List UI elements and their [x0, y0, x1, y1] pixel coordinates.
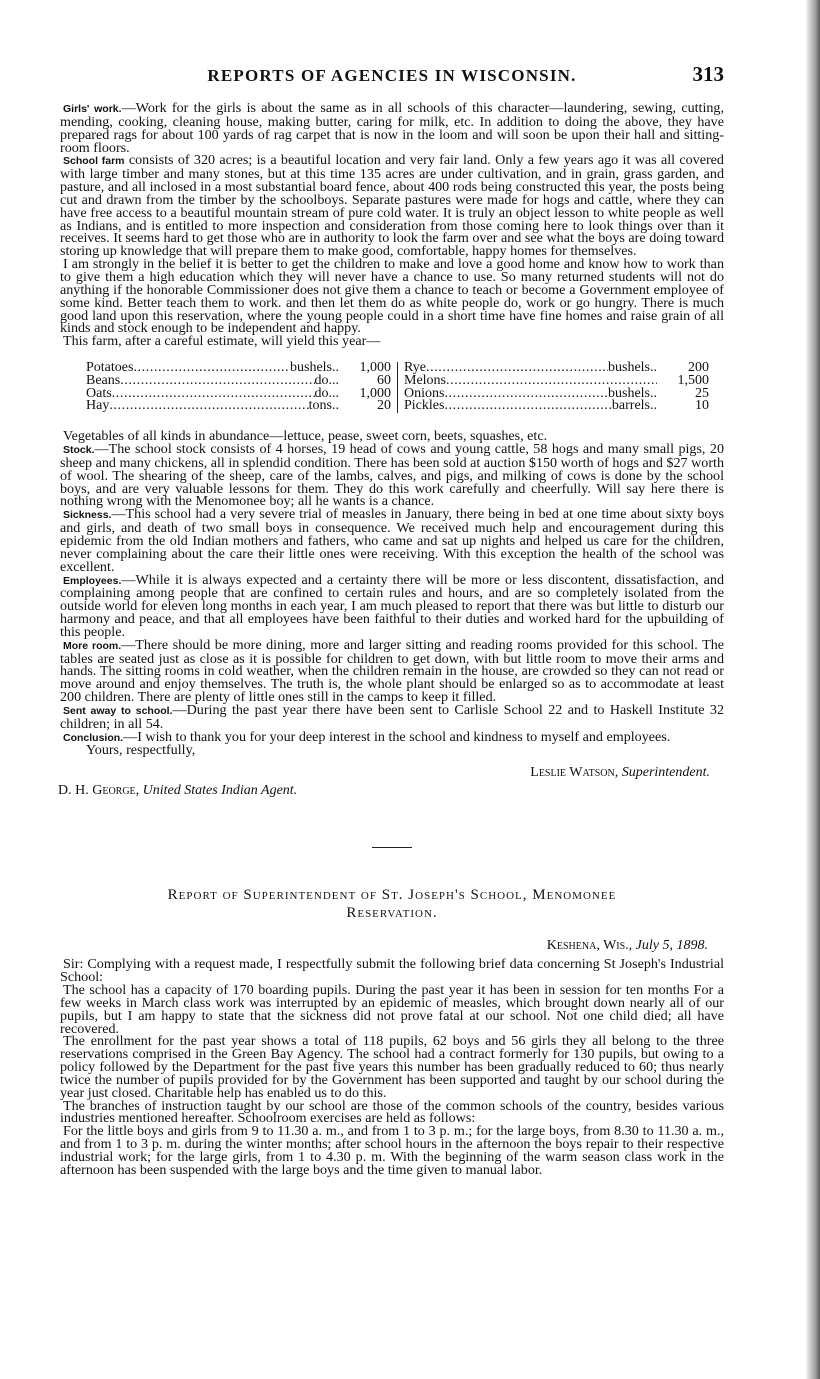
- crop-item: Hay: [86, 398, 110, 414]
- paragraph-vegetables: Vegetables of all kinds in abundance—lettuce, pease, sweet corn, beets, squashes, etc.: [63, 428, 548, 445]
- report-title-line-1: Report of Superintendent of St. Joseph's School, Menomonee: [167, 887, 617, 904]
- crop-amount: 25: [695, 385, 709, 401]
- crop-amount: 200: [688, 360, 709, 376]
- crop-item: Melons: [404, 372, 446, 388]
- paragraph-school-farm: [60, 154, 724, 258]
- crop-unit: do...: [314, 372, 339, 388]
- paragraph-farm-intro: This farm, after a careful estimate, will yield this year—: [63, 333, 381, 350]
- run-in-heading: More room.: [63, 639, 122, 652]
- crop-row: [86, 372, 391, 388]
- leader-dots: [444, 388, 608, 401]
- leader-dots: [109, 400, 308, 413]
- paragraph-text: —Work for the girls is about the same as in all schools of this character—laundering, sewing, cutting, mending, cooking, cleaning house, making butter, caring for milk, etc. In addition to doing the above, they have prepared rags for about 100 yards of rag carpet that is now in the loom and will soon be upon their hall and sitting-room floors.: [60, 100, 724, 156]
- crop-item: Oats: [86, 385, 112, 401]
- crop-unit: barrels..: [611, 398, 657, 414]
- paragraph-salutation: Sir: Complying with a request made, I respectfully submit the following brief data concerning St Joseph's Industrial School:: [60, 956, 724, 986]
- closing-salutation: Yours, respectfully,: [86, 742, 196, 759]
- run-in-heading: Girls' work.: [63, 103, 122, 115]
- paragraph-girls-work: [60, 102, 724, 154]
- crop-amount: 10: [695, 398, 709, 414]
- section-divider: [372, 847, 412, 848]
- addressee-name: D. H. George: [58, 783, 136, 799]
- crop-column-left: [86, 362, 398, 413]
- running-header: [60, 62, 724, 92]
- crop-amount: 1,500: [677, 372, 709, 388]
- run-in-heading: Sickness.: [63, 509, 112, 522]
- addressee-line: [60, 783, 724, 801]
- crop-row: [86, 400, 391, 413]
- paragraph-enrollment: The enrollment for the past year shows a total of 118 pupils, 62 boys and 56 girls they all belong to the three reservations comprised in the Green Bay Agency. The school had a contract formerly for 130 pupils, but owing to a policy followed by the Department for the past five years this number has been gradually reduced to 60; thus nearly twice the number of pupils provided for by the Government has been supported and taught by our school during the year just closed. Charitable help has enabled us to do this.: [60, 1033, 724, 1101]
- run-in-heading: Stock.: [63, 444, 95, 457]
- leader-dots: [120, 375, 314, 388]
- paragraph-text: —The school stock consists of 4 horses, 19 head of cows and young cattle, 58 hogs and many small pigs, 20 sheep and many chickens, all in splendid condition. There has been sold at auction $150 worth of hogs and $27 worth of wool. The shearing of the sheep, care of the lambs, calves, and pigs, and milking of cows is done by the school boys, and are very valuable lessons for them. They do this work carefully and cheerfully. Will say here there is nothing wrong with the Menomonee boy; all he wants is a chance.: [60, 441, 724, 510]
- paragraph-text: —I wish to thank you for your deep interest in the school and kindness to myself and employees.: [123, 728, 671, 745]
- signer: [530, 765, 710, 781]
- report-title: [60, 886, 724, 922]
- run-in-heading: School farm: [63, 155, 125, 168]
- crop-row: [404, 400, 709, 413]
- run-in-heading: Employees.: [63, 574, 122, 587]
- paragraph-employees: [60, 571, 724, 640]
- crop-amount: 20: [377, 398, 391, 414]
- paragraph-stock: [60, 443, 724, 508]
- paragraph-belief: I am strongly in the belief it is better to get the children to make and love a good home and know how to work than to give them a high education which they will never have a chance to use. So many returned students will not do anything if the honorable Commissioner does not give them a chance to teach or become a Government employee of some kind. Better teach them to work. and then let them do as white people do, work or go hungry. There is much good land upon this reservation, where the young people could in a short time have fine homes and raise grain of all kinds and stock enough to be independent and happy.: [60, 256, 724, 337]
- crop-unit: tons..: [308, 398, 339, 414]
- run-in-heading: Sent away to school.: [63, 704, 173, 717]
- paragraph-instruction: The branches of instruction taught by our school are those of the common schools of the country, besides various industries mentioned hereafter. Schoolroom exercises are held as follows:: [60, 1097, 724, 1127]
- document-page: [60, 62, 724, 1177]
- crop-amount: 1,000: [359, 360, 391, 376]
- crop-item: Potatoes: [86, 360, 134, 376]
- paragraph-text: —During the past year there have been sent to Carlisle School 22 and to Haskell Institute 32 children; in all 54.: [60, 701, 724, 732]
- leader-dots: [444, 400, 611, 413]
- crop-item: Beans: [86, 372, 121, 388]
- signer-title: , Superintendent.: [614, 765, 710, 781]
- dateline-place: Keshena, Wis.,: [546, 938, 636, 954]
- dateline: [60, 938, 708, 954]
- page-number: 313: [692, 62, 724, 86]
- report-one: [60, 102, 724, 801]
- paragraph-sent-away: [60, 701, 724, 732]
- addressee: [58, 783, 297, 799]
- crop-item: Rye: [404, 360, 426, 376]
- crop-row: [86, 385, 391, 401]
- crop-yield-table: [86, 362, 712, 413]
- crop-row: [404, 362, 709, 375]
- run-in-heading: Conclusion.: [63, 731, 124, 744]
- paragraph-text: consists of 320 acres; is a beautiful location and very fair land. Only a few years ago it was all covered with large timber and many stones, but at this time 135 acres are under cultivation, and in grain, grass garden, and pasture, and all inclosed in a most substantial board fence, about 400 rods being constructed this year, the posts being cut and drawn from the timber by the schoolboys. Separate pastures were made for hogs and cattle, where they can have free access to a beautiful mountain stream of pure cold water. It is truly an object lesson to white people as well as Indians, and is entitled to more inspection and consideration from those coming here to look things over than it receives. It seems hard to get those who are in authority to look the farm over and see what the boys are doing toward storing up knowledge that will prepare them to make good, comfortable, happy homes for themselves.: [60, 152, 724, 260]
- paragraph-capacity: The school has a capacity of 170 boarding pupils. During the past year it has been in session for ten months For a few weeks in March class work was interrupted by an epidemic of measles, which brought down nearly all of our pupils, but I am happy to state that the sickness did not prove fatal at our school. Not one child died; all have recovered.: [60, 982, 724, 1037]
- paragraph-text: —While it is always expected and a certainty there will be more or less discontent, dissatisfaction, and complaining among people that are confined to certain rules and hours, and are so completely isolated from the outside world for eleven long months in each year, I am much pleased to report that there was but little to disturb our harmony and peace, and that all employees have been faithful to their duties and worked hard for the upbuilding of this people.: [60, 571, 724, 640]
- crop-unit: bushels..: [608, 360, 657, 376]
- paragraph-text: —This school had a very severe trial of measles in January, there being in bed at one time about sixty boys and girls, and death of two small boys in consequence. We received much help and encouragement during this epidemic from the old Indian mothers and fathers, who came and sat up nights and helped us care for the children, never complaining about the care their little ones were receiving. With this exception the health of the school was excellent.: [60, 506, 724, 575]
- leader-dots: [133, 362, 290, 375]
- signer-name: Leslie Watson: [530, 765, 615, 781]
- leader-dots: [112, 388, 315, 401]
- report-title-line-2: Reservation.: [346, 905, 438, 922]
- report-two: [60, 886, 724, 1176]
- crop-item: Pickles: [404, 398, 445, 414]
- crop-row: [404, 385, 709, 401]
- paragraph-text: —There should be more dining, more and larger sitting and reading rooms provided for this school. The tables are seated just as close as it is possible for children to get down, with but little room to move their arms and hands. The sitting rooms in cold weather, when the children remain in the house, are crowded so they can not read or move around and enjoy themselves. The truth is, the whole plant should be enlarged so as to accommodate at least 200 children. There are plenty of little ones still in the camps to keep it filled.: [60, 636, 724, 706]
- crop-row: [404, 372, 709, 388]
- leader-dots: [426, 362, 608, 375]
- paragraph-sickness: [60, 508, 724, 573]
- running-title: REPORTS OF AGENCIES IN WISCONSIN.: [207, 66, 577, 85]
- crop-unit: bushels..: [608, 385, 657, 401]
- crop-unit: do...: [314, 385, 339, 401]
- dateline-date: July 5, 1898.: [635, 938, 708, 954]
- crop-unit: bushels..: [290, 360, 339, 376]
- crop-amount: 1,000: [359, 385, 391, 401]
- crop-amount: 60: [377, 372, 391, 388]
- crop-column-right: [398, 362, 709, 413]
- addressee-title: , United States Indian Agent.: [135, 783, 298, 799]
- paragraph-schedule: For the little boys and girls from 9 to 11.30 a. m., and from 1 to 3 p. m.; for the large boys, from 8.30 to 11.30 a. m., and from 1 to 3 p. m. during the winter months; after school hours in the afternoon the boys repair to their respective industrial work; for the large girls, from 1 to 4.30 p. m. With the beginning of the warm season class work in the afternoon has been suspended with the large boys and the time given to manual labor.: [60, 1123, 724, 1178]
- paragraph-more-room: [60, 636, 724, 706]
- signature-line: [60, 765, 724, 783]
- crop-item: Onions: [404, 385, 445, 401]
- crop-row: [86, 362, 391, 375]
- page-edge-shadow: [806, 0, 820, 1379]
